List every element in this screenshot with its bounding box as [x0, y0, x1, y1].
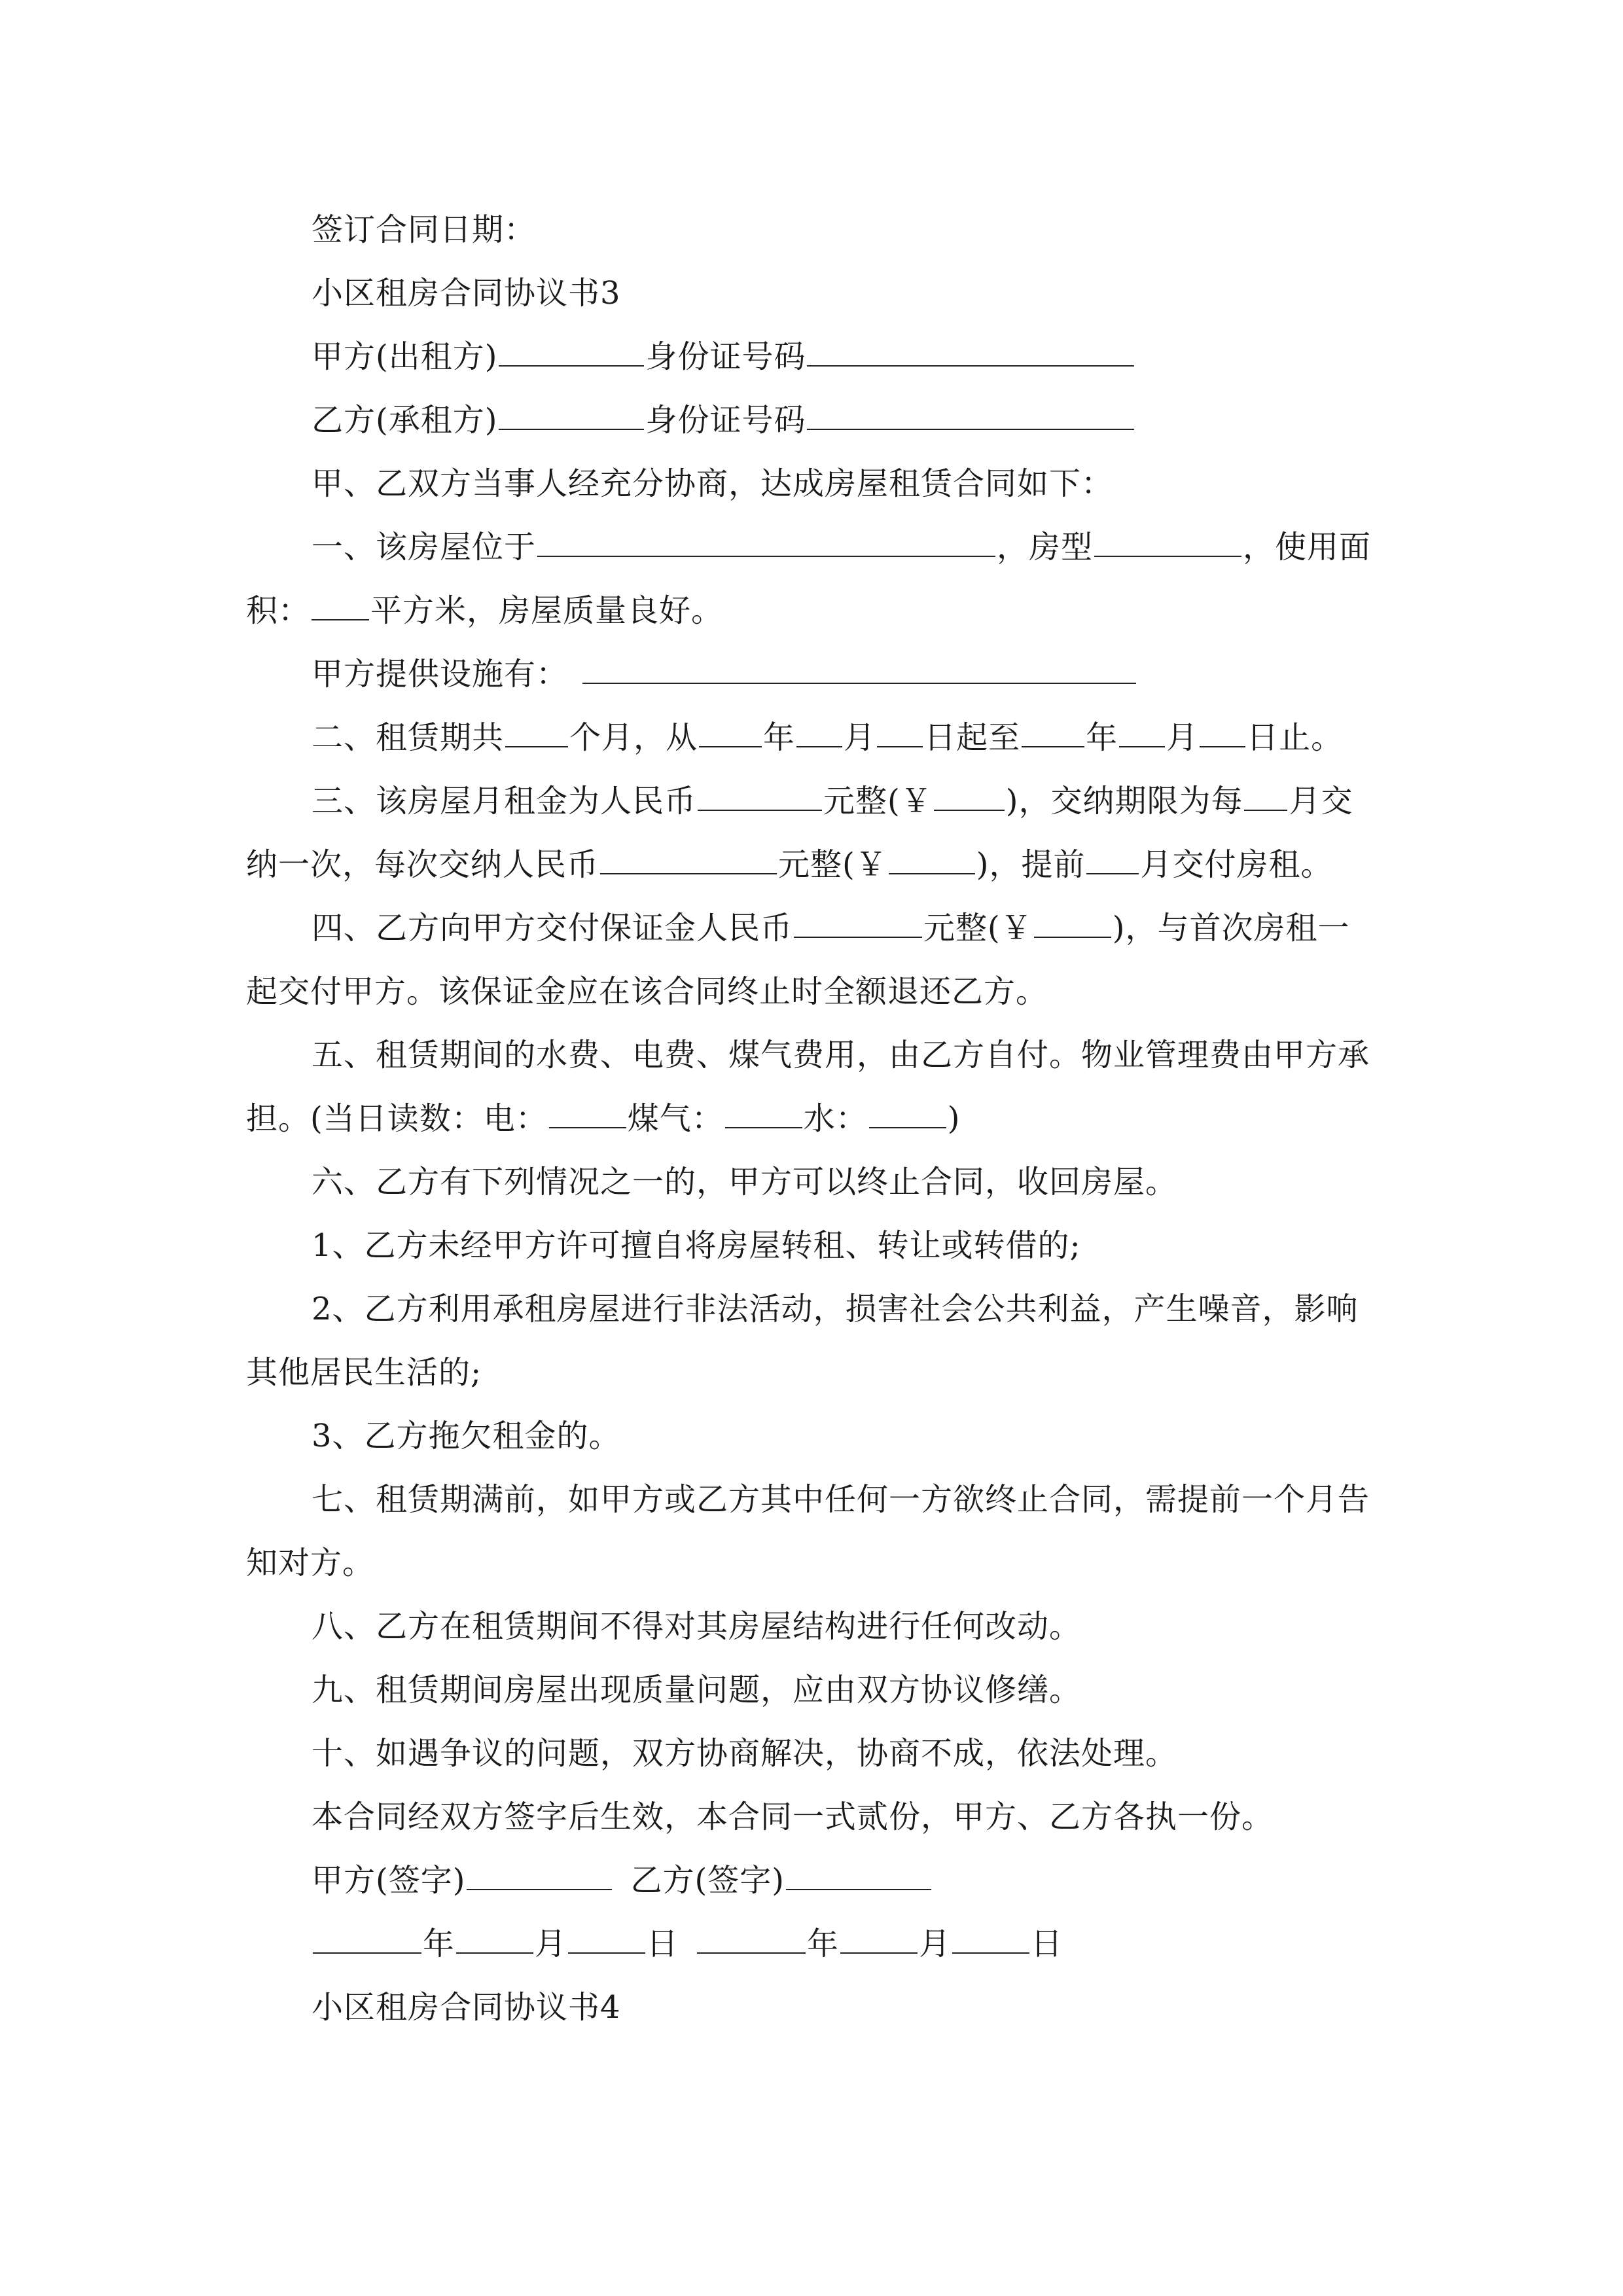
lease-months-blank[interactable] [505, 706, 568, 747]
party-a-day-blank[interactable] [568, 1912, 645, 1954]
monthly-rent-blank[interactable] [698, 769, 822, 811]
deposit-figure-blank[interactable] [1034, 896, 1111, 938]
party-a-month-blank[interactable] [456, 1912, 533, 1954]
clause-6: 六、乙方有下列情况之一的，甲方可以终止合同，收回房屋。 [312, 1164, 1178, 1200]
party-a-line: 甲方(出租方) 身份证号码 [0, 325, 1623, 389]
facilities-blank[interactable] [582, 642, 1136, 684]
end-month-blank[interactable] [1119, 706, 1165, 747]
clause-8: 八、乙方在租赁期间不得对其房屋结构进行任何改动。 [312, 1608, 1082, 1645]
clause-6-item-3: 3、乙方拖欠租金的。 [312, 1418, 621, 1454]
start-month-blank[interactable] [796, 706, 842, 747]
section-heading-4: 小区租房合同协议书4 [312, 1989, 621, 2026]
signature-date-line: 年 月 日 年 月 日 [0, 1912, 1623, 1976]
clause-5-line-1: 五、租赁期间的水费、电费、煤气费用，由乙方自付。物业管理费由甲方承 [312, 1037, 1370, 1073]
house-type-blank[interactable] [1094, 515, 1241, 557]
electricity-reading-blank[interactable] [549, 1086, 626, 1128]
advance-months-blank[interactable] [1086, 833, 1139, 874]
payment-figure-blank[interactable] [889, 833, 975, 874]
end-year-blank[interactable] [1022, 706, 1084, 747]
clause-1-line-2: 积： 平方米，房屋质量良好。 [0, 579, 1623, 643]
area-blank[interactable] [312, 579, 369, 620]
start-year-blank[interactable] [699, 706, 762, 747]
clause-3-line-2: 纳一次，每次交纳人民币 元整(￥ )，提前 月交付房租。 [0, 833, 1623, 897]
agreement-intro: 甲、乙双方当事人经充分协商，达成房屋租赁合同如下： [312, 465, 1114, 502]
party-b-month-blank[interactable] [840, 1912, 918, 1954]
party-b-name-blank[interactable] [499, 388, 644, 430]
gas-reading-blank[interactable] [725, 1086, 802, 1128]
party-b-year-blank[interactable] [697, 1912, 806, 1954]
clause-6-item-2-line-1: 2、乙方利用承租房屋进行非法活动，损害社会公共利益，产生噪音，影响 [312, 1291, 1359, 1327]
party-b-line: 乙方(承租方) 身份证号码 [0, 388, 1623, 452]
clause-7-line-2: 知对方。 [246, 1545, 375, 1581]
facilities-line: 甲方提供设施有： [0, 642, 1623, 706]
signing-date-line: 签订合同日期： [312, 211, 537, 248]
payment-period-blank[interactable] [1244, 769, 1287, 811]
clause-2: 二、租赁期共 个月，从 年 月 日起至 年 月 日止。 [0, 706, 1623, 770]
clause-10: 十、如遇争议的问题，双方协商解决，协商不成，依法处理。 [312, 1735, 1178, 1772]
clause-1-line-1: 一、该房屋位于 ，房型 ，使用面 [0, 515, 1623, 579]
monthly-rent-figure-blank[interactable] [934, 769, 1005, 811]
clause-3-line-1: 三、该房屋月租金为人民币 元整(￥ )，交纳期限为每 月交 [0, 769, 1623, 833]
start-day-blank[interactable] [877, 706, 923, 747]
signature-line: 甲方(签字) 乙方(签字) [0, 1848, 1623, 1912]
party-a-year-blank[interactable] [313, 1912, 421, 1954]
clause-7-line-1: 七、租赁期满前，如甲方或乙方其中任何一方欲终止合同，需提前一个月告 [312, 1481, 1370, 1518]
section-heading-3: 小区租房合同协议书3 [312, 275, 621, 312]
party-a-id-blank[interactable] [807, 325, 1134, 367]
house-location-blank[interactable] [537, 515, 995, 557]
clause-6-item-2-line-2: 其他居民生活的; [246, 1354, 482, 1391]
party-b-day-blank[interactable] [952, 1912, 1029, 1954]
party-a-name-blank[interactable] [499, 325, 644, 367]
end-day-blank[interactable] [1200, 706, 1245, 747]
clause-4-line-1: 四、乙方向甲方交付保证金人民币 元整(￥ )，与首次房租一 [0, 896, 1623, 960]
clause-6-item-1: 1、乙方未经甲方许可擅自将房屋转租、转让或转借的; [312, 1227, 1081, 1264]
payment-amount-blank[interactable] [600, 833, 777, 874]
clause-5-line-2: 担。(当日读数：电： 煤气： 水： ) [0, 1086, 1623, 1151]
clause-4-line-2: 起交付甲方。该保证金应在该合同终止时全额退还乙方。 [246, 973, 1048, 1010]
clause-9: 九、租赁期间房屋出现质量问题，应由双方协议修缮。 [312, 1672, 1082, 1708]
water-reading-blank[interactable] [869, 1086, 946, 1128]
deposit-amount-blank[interactable] [794, 896, 922, 938]
effectiveness-clause: 本合同经双方签字后生效，本合同一式贰份，甲方、乙方各执一份。 [312, 1799, 1274, 1835]
party-b-signature-blank[interactable] [786, 1848, 931, 1890]
party-a-signature-blank[interactable] [467, 1848, 612, 1890]
party-b-id-blank[interactable] [807, 388, 1134, 430]
